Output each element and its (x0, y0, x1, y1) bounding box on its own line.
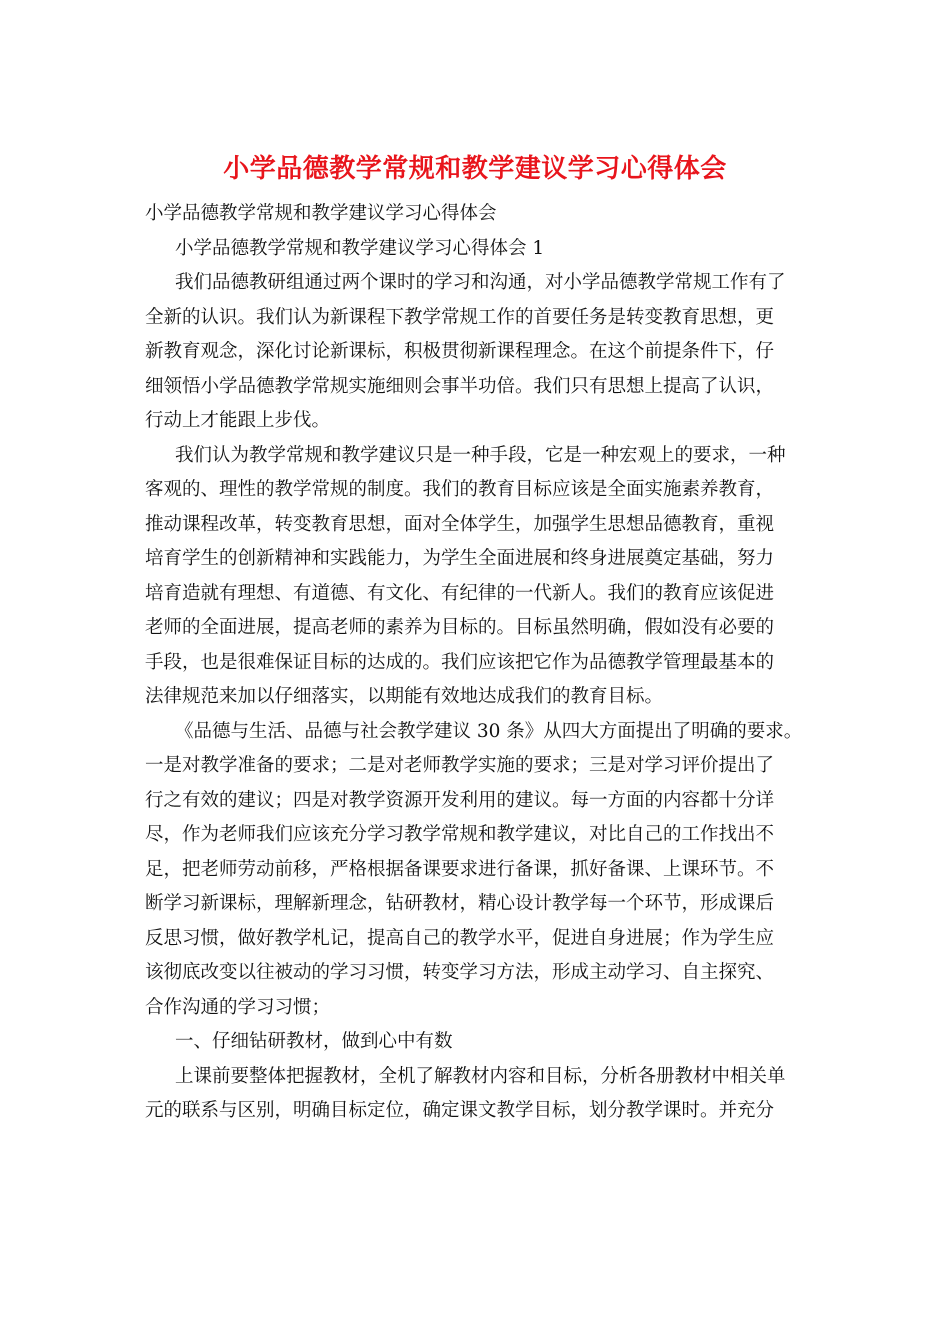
paragraph-line: 一是对教学准备的要求；二是对老师教学实施的要求；三是对学习评价提出了 (145, 755, 775, 776)
paragraph-line: 行动上才能跟上步伐。 (145, 410, 331, 431)
paragraph-line: 细领悟小学品德教学常规实施细则会事半功倍。我们只有思想上提高了认识， (145, 375, 775, 397)
paragraph-line: 元的联系与区别，明确目标定位，确定课文教学目标，划分教学课时。并充分 (145, 1100, 775, 1121)
paragraph-line: 行之有效的建议；四是对教学资源开发利用的建议。每一方面的内容都十分详 (145, 789, 775, 811)
paragraph-line: 培育造就有理想、有道德、有文化、有纪律的一代新人。我们的教育应该促进 (145, 582, 775, 604)
paragraph-line: 培育学生的创新精神和实践能力，为学生全面进展和终身进展奠定基础，努力 (145, 548, 775, 569)
paragraph-line: 全新的认识。我们认为新课程下教学常规工作的首要任务是转变教育思想，更 (145, 306, 775, 328)
document-title: 小学品德教学常规和教学建议学习心得体会 (223, 154, 727, 184)
paragraph-line: 尽，作为老师我们应该充分学习教学常规和教学建议，对比自己的工作找出不 (145, 824, 775, 845)
section-heading: 小学品德教学常规和教学建议学习心得体会 1 (175, 237, 545, 259)
paragraph-line: 合作沟通的学习习惯； (145, 996, 331, 1018)
document-body (145, 197, 807, 1129)
paragraph-line: 断学习新课标，理解新理念，钻研教材，精心设计教学每一个环节，形成课后 (145, 893, 775, 914)
paragraph-line: 我们品德教研组通过两个课时的学习和沟通，对小学品德教学常规工作有了 (175, 272, 786, 293)
paragraph-line: 新教育观念，深化讨论新课标，积极贯彻新课程理念。在这个前提条件下，仔 (145, 341, 775, 362)
paragraph-line: 该彻底改变以往被动的学习习惯，转变学习方法，形成主动学习、自主探究、 (145, 962, 775, 983)
subheading: 一、仔细钻研教材，做到心中有数 (175, 1031, 453, 1052)
paragraph-line: 法律规范来加以仔细落实，以期能有效地达成我们的教育目标。 (145, 686, 664, 707)
document-subtitle: 小学品德教学常规和教学建议学习心得体会 (145, 203, 497, 224)
paragraph-line: 老师的全面进展，提高老师的素养为目标的。目标虽然明确，假如没有必要的 (145, 617, 775, 638)
paragraph-line: 《品德与生活、品德与社会教学建议 30 条》从四大方面提出了明确的要求。 (175, 720, 803, 742)
paragraph-line: 我们认为教学常规和教学建议只是一种手段，它是一种宏观上的要求，一种 (175, 444, 786, 466)
paragraph-line: 反思习惯，做好教学札记，提高自己的教学水平，促进自身进展；作为学生应 (145, 927, 775, 949)
paragraph-line: 上课前要整体把握教材，全机了解教材内容和目标，分析各册教材中相关单 (175, 1065, 786, 1087)
paragraph-line: 推动课程改革，转变教育思想，面对全体学生，加强学生思想品德教育，重视 (145, 513, 775, 535)
paragraph-line: 手段，也是很难保证目标的达成的。我们应该把它作为品德教学管理最基本的 (145, 651, 775, 673)
paragraph-line: 客观的、理性的教学常规的制度。我们的教育目标应该是全面实施素养教育， (145, 479, 775, 500)
paragraph-line: 足，把老师劳动前移，严格根据备课要求进行备课，抓好备课、上课环节。不 (145, 858, 775, 880)
